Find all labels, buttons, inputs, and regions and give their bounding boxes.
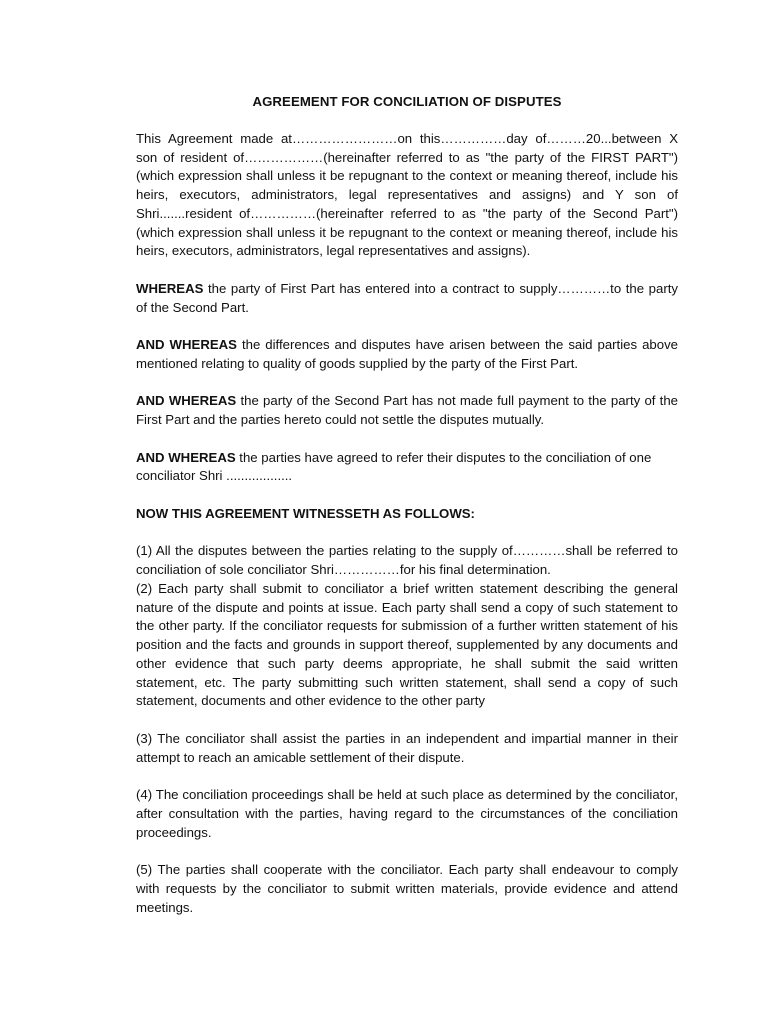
recital-keyword: AND WHEREAS	[136, 337, 237, 352]
recital-text: the party of First Part has entered into a contract to supply…………to the party of the Second Part.	[136, 280, 678, 315]
recital-text: the parties have agreed to refer their disputes to the conciliation of one conciliator Shri ..................	[136, 449, 652, 484]
document-title: AGREEMENT FOR CONCILIATION OF DISPUTES	[252, 94, 562, 109]
recital-keyword: WHEREAS	[136, 280, 204, 296]
recital-keyword: AND WHEREAS	[136, 393, 237, 409]
clause-1: (1) All the disputes between the parties relating to the supply of…………shall be referred to conciliation of sole conciliator Shri……………for his final determination.	[136, 543, 678, 577]
clause-2: (2) Each party shall submit to conciliator a brief written statement describing the general nature of the dispute and points at issue. Each party shall send a copy of such statement to the other party. If the conciliator requests for submission of a further written statement of his position and the facts and grounds in support thereof, supplemented by any documents and other evidence that such party deems appropriate, he shall submit the said written statement, etc. The party submitting such written statement, shall send a copy of such statement, documents and other evidence to the other party	[136, 580, 678, 709]
clause-5: (5) The parties shall cooperate with the conciliator. Each party shall endeavour to comply with requests by the conciliator to submit written materials, provide evidence and attend meetings.	[136, 862, 678, 915]
recital-1	[136, 280, 678, 318]
recital-text: the differences and disputes have arisen between the said parties above mentioned relating to quality of goods supplied by the party of the First Part.	[136, 337, 679, 371]
clause-4: (4) The conciliation proceedings shall be held at such place as determined by the conciliator, after consultation with the parties, having regard to the circumstances of the conciliation proceedings.	[136, 787, 678, 840]
recital-2	[136, 336, 678, 374]
intro-paragraph: This Agreement made at……………………on this……………day of………20...between X son of resident of………………(hereinafter referred to as "the party of the FIRST PART") (which expression shall unless it be repugnant to the context or meaning thereof, include his heirs, executors, administrators, legal representatives and assigns) and Y son of Shri.......resident of……………(hereinafter referred to as "the party of the Second Part") (which expression shall unless it be repugnant to the context or meaning thereof, include his heirs, executors, administrators, legal representatives and assigns).	[136, 130, 678, 259]
recital-4	[136, 449, 678, 487]
document-page	[136, 93, 678, 936]
witnesseth-heading: NOW THIS AGREEMENT WITNESSETH AS FOLLOWS:	[136, 505, 475, 521]
recital-3	[136, 392, 678, 430]
recital-keyword: AND WHEREAS	[136, 449, 236, 465]
clause-3: (3) The conciliator shall assist the parties in an independent and impartial manner in their attempt to reach an amicable settlement of their dispute.	[136, 730, 678, 765]
recital-text: the party of the Second Part has not made full payment to the party of the First Part and the parties hereto could not settle the disputes mutually.	[136, 393, 679, 427]
